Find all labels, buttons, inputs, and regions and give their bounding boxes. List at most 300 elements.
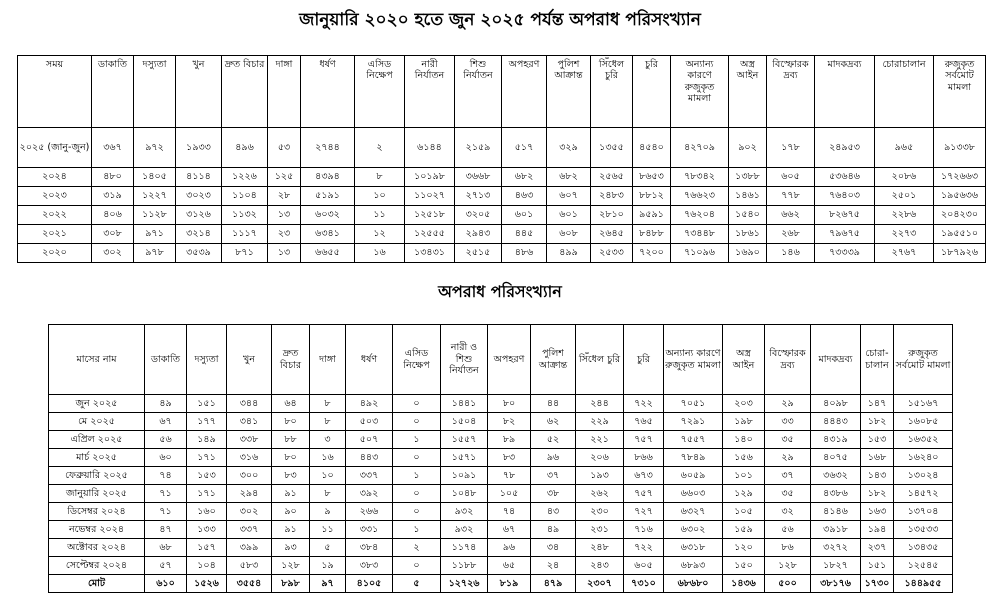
monthly-cell: ২৯৪ xyxy=(227,485,272,503)
monthly-cell: ৭৮৪৯ xyxy=(664,449,723,467)
yearly-column-header: ডাকাতি xyxy=(92,56,134,128)
monthly-cell: ১৫৯ xyxy=(723,521,765,539)
monthly-cell: ২৪৮ xyxy=(576,539,624,557)
yearly-table-title: জানুয়ারি ২০২০ হতে জুন ২০২৫ পর্যন্ত অপরাধ পরিসংখ্যান xyxy=(299,10,701,30)
yearly-cell: ১৯৫৬৩৬ xyxy=(934,187,986,206)
yearly-cell: ১১ xyxy=(355,206,405,225)
monthly-column-header: বিস্ফোরক দ্রব্য xyxy=(765,325,811,395)
monthly-cell: ৩৩৭ xyxy=(346,467,393,485)
yearly-cell: ১২৫৫৫ xyxy=(405,225,455,244)
monthly-cell: ১৪৩৬ xyxy=(723,575,765,593)
yearly-cell: ১৭২৬৬৩ xyxy=(934,168,986,187)
yearly-column-header: পুলিশ আক্রান্ত xyxy=(547,56,591,128)
monthly-cell: ৭২৭ xyxy=(624,503,664,521)
yearly-row-label: ২০২৪ xyxy=(18,168,92,187)
yearly-cell: ১২৫১৮ xyxy=(405,206,455,225)
monthly-cell: ৩৫৫৪ xyxy=(227,575,272,593)
monthly-cell: ৫ xyxy=(393,575,441,593)
monthly-cell: ১৭১ xyxy=(187,485,227,503)
monthly-column-header: মাসের নাম xyxy=(49,325,145,395)
yearly-cell: ৩১৯ xyxy=(92,187,134,206)
monthly-cell: ১৮২ xyxy=(861,485,894,503)
monthly-cell: ০ xyxy=(393,485,441,503)
monthly-row-label: এপ্রিল ২০২৫ xyxy=(49,431,145,449)
yearly-cell: ৯৫৯১ xyxy=(633,206,671,225)
monthly-row-label: মার্চ ২০২৫ xyxy=(49,449,145,467)
yearly-cell: ১১০২৭ xyxy=(405,187,455,206)
yearly-cell: ৮৪৮৮ xyxy=(633,225,671,244)
monthly-cell: ৭২৯১ xyxy=(664,413,723,431)
yearly-cell: ২৮ xyxy=(268,187,301,206)
yearly-cell: ১৭৮ xyxy=(767,128,815,168)
monthly-cell: ৬০ xyxy=(145,449,187,467)
monthly-table-row xyxy=(49,539,953,557)
monthly-cell: ৩৯১৮ xyxy=(811,521,861,539)
monthly-column-header: মাদকদ্রব্য xyxy=(811,325,861,395)
monthly-cell: ২৪৪ xyxy=(576,395,624,413)
monthly-cell: ৯৩২ xyxy=(441,521,488,539)
monthly-cell: ৫০৭ xyxy=(346,431,393,449)
yearly-cell: ৩০২৩ xyxy=(176,187,222,206)
monthly-cell: ১৭৩০ xyxy=(861,575,894,593)
monthly-cell: ১৫১ xyxy=(861,557,894,575)
monthly-cell: ০ xyxy=(393,449,441,467)
monthly-cell: ২৪৩ xyxy=(576,557,624,575)
monthly-column-header: ধর্ষণ xyxy=(346,325,393,395)
monthly-row-label: জানুয়ারি ২০২৫ xyxy=(49,485,145,503)
monthly-row-label: সেপ্টেম্বর ২০২৪ xyxy=(49,557,145,575)
monthly-cell: ১৩৭০৪ xyxy=(894,503,953,521)
monthly-cell: ৬৮৯৩ xyxy=(664,557,723,575)
yearly-cell: ৭২০০ xyxy=(633,244,671,263)
monthly-cell: ৩৩১ xyxy=(346,521,393,539)
monthly-cell: ৭৮ xyxy=(488,467,531,485)
monthly-cell: ১৪৭ xyxy=(861,395,894,413)
yearly-column-header: সময় xyxy=(18,56,92,128)
yearly-cell: ৪৬৩ xyxy=(502,187,547,206)
yearly-column-header: দাঙ্গা xyxy=(268,56,301,128)
yearly-cell: ৩৫৩৯ xyxy=(176,244,222,263)
yearly-table-row xyxy=(18,128,986,168)
monthly-cell: ৮৮ xyxy=(272,431,310,449)
yearly-table-row xyxy=(18,244,986,263)
monthly-cell: ১৪৪৯৫৫ xyxy=(894,575,953,593)
monthly-cell: ৬৩২৭ xyxy=(664,503,723,521)
monthly-cell: ২৬৬ xyxy=(346,503,393,521)
monthly-cell: ৫৬ xyxy=(145,431,187,449)
monthly-cell: ৬৭ xyxy=(145,413,187,431)
yearly-header-row xyxy=(18,56,986,128)
monthly-cell: ৪৪৪৩ xyxy=(811,413,861,431)
yearly-column-header: খুন xyxy=(176,56,222,128)
monthly-cell: ৯৬ xyxy=(488,539,531,557)
monthly-cell: ৩৩৭ xyxy=(227,521,272,539)
yearly-cell: ৫১৭ xyxy=(502,128,547,168)
monthly-cell: ৯ xyxy=(310,503,346,521)
yearly-cell: ২৬৪৫ xyxy=(591,225,633,244)
monthly-cell: ৮ xyxy=(310,395,346,413)
yearly-cell: ৪৪৫ xyxy=(502,225,547,244)
yearly-cell: ৮ xyxy=(355,168,405,187)
yearly-cell: ৯৭৮ xyxy=(134,244,176,263)
monthly-cell: ৭৩১০ xyxy=(624,575,664,593)
monthly-cell: ১২৫৪৫ xyxy=(894,557,953,575)
yearly-column-header: নারী নির্যাতন xyxy=(405,56,455,128)
monthly-cell: ৭২২ xyxy=(624,539,664,557)
monthly-cell: ৪৭৯ xyxy=(531,575,576,593)
monthly-cell: ৩৮৩ xyxy=(346,557,393,575)
yearly-cell: ১৮৬১ xyxy=(729,225,767,244)
yearly-cell: ৩০২ xyxy=(92,244,134,263)
yearly-cell: ১১২৮ xyxy=(134,206,176,225)
yearly-cell: ১৫৪০ xyxy=(729,206,767,225)
yearly-cell: ২৭১৩ xyxy=(455,187,502,206)
monthly-cell: ৪৯ xyxy=(145,395,187,413)
yearly-cell: ৯০২ xyxy=(729,128,767,168)
monthly-cell: ১০১ xyxy=(723,467,765,485)
monthly-cell: ১১ xyxy=(310,521,346,539)
monthly-cell: ৩৭ xyxy=(531,467,576,485)
monthly-cell: ১৫৬ xyxy=(723,449,765,467)
yearly-cell: ১৩ xyxy=(268,206,301,225)
monthly-cell: ১৫০৪ xyxy=(441,413,488,431)
monthly-cell: ১৩৪৩৫ xyxy=(894,539,953,557)
monthly-cell: ১২৭২৬ xyxy=(441,575,488,593)
monthly-cell: ৭১৬ xyxy=(624,521,664,539)
monthly-cell: ১৩০২৪ xyxy=(894,467,953,485)
monthly-cell: ২৩০৭ xyxy=(576,575,624,593)
yearly-table-row xyxy=(18,187,986,206)
monthly-row-label: ডিসেম্বর ২০২৪ xyxy=(49,503,145,521)
yearly-cell: ২৭৪৪ xyxy=(301,128,355,168)
yearly-cell: ১১০৪ xyxy=(222,187,268,206)
yearly-row-label: ২০২৫ (জানু-জুন) xyxy=(18,128,92,168)
monthly-cell: ৩৬৩২ xyxy=(811,467,861,485)
monthly-cell: ২০৩ xyxy=(723,395,765,413)
monthly-column-header: খুন xyxy=(227,325,272,395)
monthly-cell: ১০৪৮ xyxy=(441,485,488,503)
monthly-cell: ৬৪ xyxy=(272,395,310,413)
monthly-cell: ২৩০ xyxy=(576,503,624,521)
monthly-cell: ৬৮ xyxy=(145,539,187,557)
yearly-cell: ৪৯৬ xyxy=(222,128,268,168)
yearly-cell: ২৫৩৩ xyxy=(591,244,633,263)
yearly-column-header: শিশু নির্যাতন xyxy=(455,56,502,128)
monthly-cell: ৩৭ xyxy=(765,467,811,485)
monthly-cell: ৪৯ xyxy=(531,521,576,539)
monthly-cell: ৪৪ xyxy=(531,395,576,413)
monthly-cell: ৮৯৮ xyxy=(272,575,310,593)
monthly-column-header: দ্রুত বিচার xyxy=(272,325,310,395)
monthly-cell: ১৬০৮৫ xyxy=(894,413,953,431)
monthly-cell: ১৯৮ xyxy=(723,413,765,431)
monthly-cell: ৩ xyxy=(310,431,346,449)
monthly-cell: ৩২৭২ xyxy=(811,539,861,557)
yearly-cell: ২২৭৩ xyxy=(875,225,934,244)
yearly-column-header: ধর্ষণ xyxy=(301,56,355,128)
monthly-cell: ১৫১ xyxy=(187,395,227,413)
monthly-cell: ৭২২ xyxy=(624,395,664,413)
monthly-table-row xyxy=(49,395,953,413)
yearly-cell: ৬৩৪১ xyxy=(301,225,355,244)
yearly-cell: ৯৭২ xyxy=(134,128,176,168)
yearly-column-header: এসিড নিক্ষেপ xyxy=(355,56,405,128)
yearly-cell: ২০৪২৩০ xyxy=(934,206,986,225)
monthly-cell: ৬৩১৮ xyxy=(664,539,723,557)
yearly-cell: ৬৮২ xyxy=(547,168,591,187)
yearly-column-header: মাদকদ্রব্য xyxy=(815,56,875,128)
monthly-cell: ৭০৫১ xyxy=(664,395,723,413)
monthly-table-row xyxy=(49,521,953,539)
monthly-table-row xyxy=(49,431,953,449)
monthly-column-header: অন্যান্য কারণে রুজুকৃত মামলা xyxy=(664,325,723,395)
yearly-cell: ১২২৭ xyxy=(134,187,176,206)
monthly-cell: ১৫৭১ xyxy=(441,449,488,467)
monthly-cell: ৩০০ xyxy=(227,467,272,485)
monthly-cell: ৮১৯ xyxy=(488,575,531,593)
yearly-cell: ৭৬২০৪ xyxy=(671,206,729,225)
monthly-cell: ৮ xyxy=(310,485,346,503)
monthly-column-header: সিঁধেল চুরি xyxy=(576,325,624,395)
monthly-cell: ৬৭ xyxy=(488,521,531,539)
monthly-column-header: ডাকাতি xyxy=(145,325,187,395)
monthly-cell: ২৪ xyxy=(531,557,576,575)
monthly-cell: ১০৯১ xyxy=(441,467,488,485)
yearly-cell: ২৫১৫ xyxy=(455,244,502,263)
monthly-cell: ১৯৪ xyxy=(861,521,894,539)
yearly-cell: ৮২৬৭৫ xyxy=(815,206,875,225)
monthly-cell: ৭৪ xyxy=(145,467,187,485)
monthly-cell: ১৯ xyxy=(310,557,346,575)
monthly-cell: ৫০০ xyxy=(765,575,811,593)
yearly-cell: ৪৫৪০ xyxy=(633,128,671,168)
monthly-cell: ০ xyxy=(393,557,441,575)
monthly-column-header: দস্যুতা xyxy=(187,325,227,395)
yearly-cell: ১৩ xyxy=(268,244,301,263)
monthly-cell: ১৬০ xyxy=(187,503,227,521)
yearly-cell: ৭৯৬৭৫ xyxy=(815,225,875,244)
yearly-cell: ৫৩ xyxy=(268,128,301,168)
monthly-cell: ৩৮৪ xyxy=(346,539,393,557)
yearly-column-header: অপহরণ xyxy=(502,56,547,128)
monthly-cell: ৯৩ xyxy=(272,539,310,557)
yearly-cell: ২৬৮ xyxy=(767,225,815,244)
yearly-cell: ৬০৩২ xyxy=(301,206,355,225)
yearly-cell: ৩০৮ xyxy=(92,225,134,244)
yearly-cell: ৮৮১২ xyxy=(633,187,671,206)
monthly-cell: ৬৮৬৮০ xyxy=(664,575,723,593)
monthly-cell: ৬৩০২ xyxy=(664,521,723,539)
monthly-cell: ৮০ xyxy=(272,449,310,467)
monthly-cell: ১৪৪১ xyxy=(441,395,488,413)
yearly-cell: ৭৮৩৪২ xyxy=(671,168,729,187)
monthly-cell: ১৯৩ xyxy=(576,467,624,485)
monthly-cell: ৬০৫৯ xyxy=(664,467,723,485)
monthly-cell: ৩৪৪ xyxy=(227,395,272,413)
monthly-column-header: রুজুকৃত সর্বমোট মামলা xyxy=(894,325,953,395)
yearly-column-header: চোরাচালান xyxy=(875,56,934,128)
monthly-cell: ১ xyxy=(393,521,441,539)
yearly-cell: ৭১০৯৬ xyxy=(671,244,729,263)
monthly-column-header: অপহরণ xyxy=(488,325,531,395)
monthly-column-header: পুলিশ আক্রান্ত xyxy=(531,325,576,395)
yearly-cell: ২৪৮৩ xyxy=(591,187,633,206)
monthly-cell: ১৬ xyxy=(310,449,346,467)
yearly-cell: ১১১৭ xyxy=(222,225,268,244)
yearly-cell: ৯৭১ xyxy=(134,225,176,244)
monthly-cell: ৯৬ xyxy=(531,449,576,467)
monthly-cell: ১৫১৬৭ xyxy=(894,395,953,413)
yearly-cell: ৬০৮ xyxy=(547,225,591,244)
yearly-cell: ১৬৯০ xyxy=(729,244,767,263)
monthly-cell: ১৫৫৭ xyxy=(441,431,488,449)
monthly-cell: ১৩৩ xyxy=(187,521,227,539)
yearly-table-row xyxy=(18,168,986,187)
monthly-cell: ৩৫ xyxy=(765,431,811,449)
monthly-column-header: চোরা-চালান xyxy=(861,325,894,395)
monthly-row-label: মোট xyxy=(49,575,145,593)
yearly-row-label: ২০২১ xyxy=(18,225,92,244)
monthly-cell: ৭১ xyxy=(145,503,187,521)
yearly-row-label: ২০২০ xyxy=(18,244,92,263)
monthly-cell: ৬১০ xyxy=(145,575,187,593)
monthly-cell: ৬৭৩ xyxy=(624,467,664,485)
monthly-table-row xyxy=(49,467,953,485)
yearly-column-header: বিস্ফোরক দ্রব্য xyxy=(767,56,815,128)
monthly-cell: ৩৩ xyxy=(765,413,811,431)
monthly-cell: ১ xyxy=(393,467,441,485)
monthly-cell: ৮৬ xyxy=(765,539,811,557)
monthly-cell: ৭৫৫৭ xyxy=(664,431,723,449)
yearly-cell: ২৮১০ xyxy=(591,206,633,225)
monthly-cell: ৮২ xyxy=(488,413,531,431)
yearly-cell: ৪৮৬ xyxy=(502,244,547,263)
yearly-row-label: ২০২২ xyxy=(18,206,92,225)
monthly-cell: ৯১ xyxy=(272,485,310,503)
yearly-row-label: ২০২৩ xyxy=(18,187,92,206)
yearly-cell: ৬০১ xyxy=(547,206,591,225)
monthly-cell: ৪৩১৯ xyxy=(811,431,861,449)
monthly-cell: ৩১৬ xyxy=(227,449,272,467)
monthly-cell: ৭৫৭ xyxy=(624,431,664,449)
monthly-table-row xyxy=(49,413,953,431)
yearly-cell: ১৩৮৮ xyxy=(729,168,767,187)
monthly-cell: ৭৫৭ xyxy=(624,485,664,503)
yearly-cell: ৫৩৬৪৬ xyxy=(815,168,875,187)
monthly-cell: ১৬৩ xyxy=(861,503,894,521)
yearly-column-header: সিঁধেল চুরি xyxy=(591,56,633,128)
monthly-cell: ১২০ xyxy=(723,539,765,557)
monthly-cell: ৪১৪৬ xyxy=(811,503,861,521)
monthly-cell: ৮৬৬ xyxy=(624,449,664,467)
monthly-cell: ৪৪৩ xyxy=(346,449,393,467)
yearly-cell: ৪২৭০৯ xyxy=(671,128,729,168)
monthly-cell: ১৬৮ xyxy=(861,449,894,467)
yearly-cell: ১১৩২ xyxy=(222,206,268,225)
monthly-cell: ৮৩ xyxy=(488,449,531,467)
yearly-cell: ১৪৬১ xyxy=(729,187,767,206)
monthly-cell: ১১৮৮ xyxy=(441,557,488,575)
yearly-cell: ৫১৯১ xyxy=(301,187,355,206)
monthly-cell: ৬২ xyxy=(531,413,576,431)
monthly-table-row xyxy=(49,503,953,521)
monthly-cell: ১৫৩ xyxy=(187,467,227,485)
yearly-column-header: রুজুকৃত সর্বমোট মামলা xyxy=(934,56,986,128)
monthly-cell: ৫ xyxy=(310,539,346,557)
monthly-column-header: নারী ও শিশু নির্যাতন xyxy=(441,325,488,395)
monthly-cell: ১৪০ xyxy=(723,431,765,449)
monthly-cell: ৮ xyxy=(310,413,346,431)
monthly-cell: ১৩৫৩৩ xyxy=(894,521,953,539)
monthly-cell: ৩৪ xyxy=(531,539,576,557)
yearly-cell: ৭৬৪০৩ xyxy=(815,187,875,206)
monthly-cell: ৯৭ xyxy=(310,575,346,593)
yearly-cell: ৭৭৮ xyxy=(767,187,815,206)
monthly-cell: ৮৯ xyxy=(488,431,531,449)
monthly-cell: ৫৬ xyxy=(765,521,811,539)
monthly-cell: ৩৯২ xyxy=(346,485,393,503)
yearly-cell: ৩৬৬৮ xyxy=(455,168,502,187)
monthly-cell: ১ xyxy=(393,431,441,449)
monthly-cell: ২০৬ xyxy=(576,449,624,467)
monthly-cell: ৬০৫ xyxy=(624,557,664,575)
yearly-cell: ৯১৩৩৮ xyxy=(934,128,986,168)
yearly-cell: ৪৮০ xyxy=(92,168,134,187)
yearly-cell: ১০১৯৮ xyxy=(405,168,455,187)
yearly-cell: ১৩৪৩১ xyxy=(405,244,455,263)
monthly-cell: ১৪৯ xyxy=(187,431,227,449)
monthly-cell: ১৫৩ xyxy=(861,431,894,449)
yearly-cell: ৮৬৫৩ xyxy=(633,168,671,187)
monthly-cell: ৪০৯৮ xyxy=(811,395,861,413)
yearly-cell: ৭৩৪৪৮ xyxy=(671,225,729,244)
yearly-cell: ২৯৪৩ xyxy=(455,225,502,244)
monthly-cell: ১০ xyxy=(310,467,346,485)
monthly-cell: ১৫৭ xyxy=(187,539,227,557)
monthly-cell: ১২৮ xyxy=(272,557,310,575)
yearly-cell: ১৮৭৯২৬ xyxy=(934,244,986,263)
monthly-row-label: নভেম্বর ২০২৪ xyxy=(49,521,145,539)
yearly-column-header: অন্যান্য কারণে রুজুকৃত মামলা xyxy=(671,56,729,128)
monthly-cell: ৮৩ xyxy=(272,467,310,485)
yearly-cell: ৩২৯ xyxy=(547,128,591,168)
yearly-cell: ১৪৬ xyxy=(767,244,815,263)
monthly-cell: ৫৭ xyxy=(145,557,187,575)
monthly-cell: ১৭১ xyxy=(187,449,227,467)
yearly-cell: ৬০৭ xyxy=(547,187,591,206)
yearly-cell: ৭৩৩৩৯ xyxy=(815,244,875,263)
yearly-cell: ১২২৬ xyxy=(222,168,268,187)
monthly-cell: ২৯ xyxy=(765,395,811,413)
monthly-crime-table xyxy=(48,324,953,593)
yearly-crime-table xyxy=(17,55,986,263)
monthly-cell: ২৯ xyxy=(765,449,811,467)
yearly-column-header: দ্রুত বিচার xyxy=(222,56,268,128)
yearly-cell: ১৯৫৫১০ xyxy=(934,225,986,244)
monthly-cell: ০ xyxy=(393,503,441,521)
monthly-cell: ৭৪ xyxy=(488,503,531,521)
yearly-cell: ৩৬৭ xyxy=(92,128,134,168)
yearly-cell: ২০৮৬ xyxy=(875,168,934,187)
yearly-column-header: অস্ত্র আইন xyxy=(729,56,767,128)
yearly-cell: ২১৫৯ xyxy=(455,128,502,168)
yearly-cell: ২২৮৬ xyxy=(875,206,934,225)
monthly-cell: ৩৯৯ xyxy=(227,539,272,557)
yearly-cell: ৪১১৪ xyxy=(176,168,222,187)
monthly-cell: ৯১ xyxy=(272,521,310,539)
monthly-cell: ১০৫ xyxy=(488,485,531,503)
yearly-cell: ৪৩৯৪ xyxy=(301,168,355,187)
